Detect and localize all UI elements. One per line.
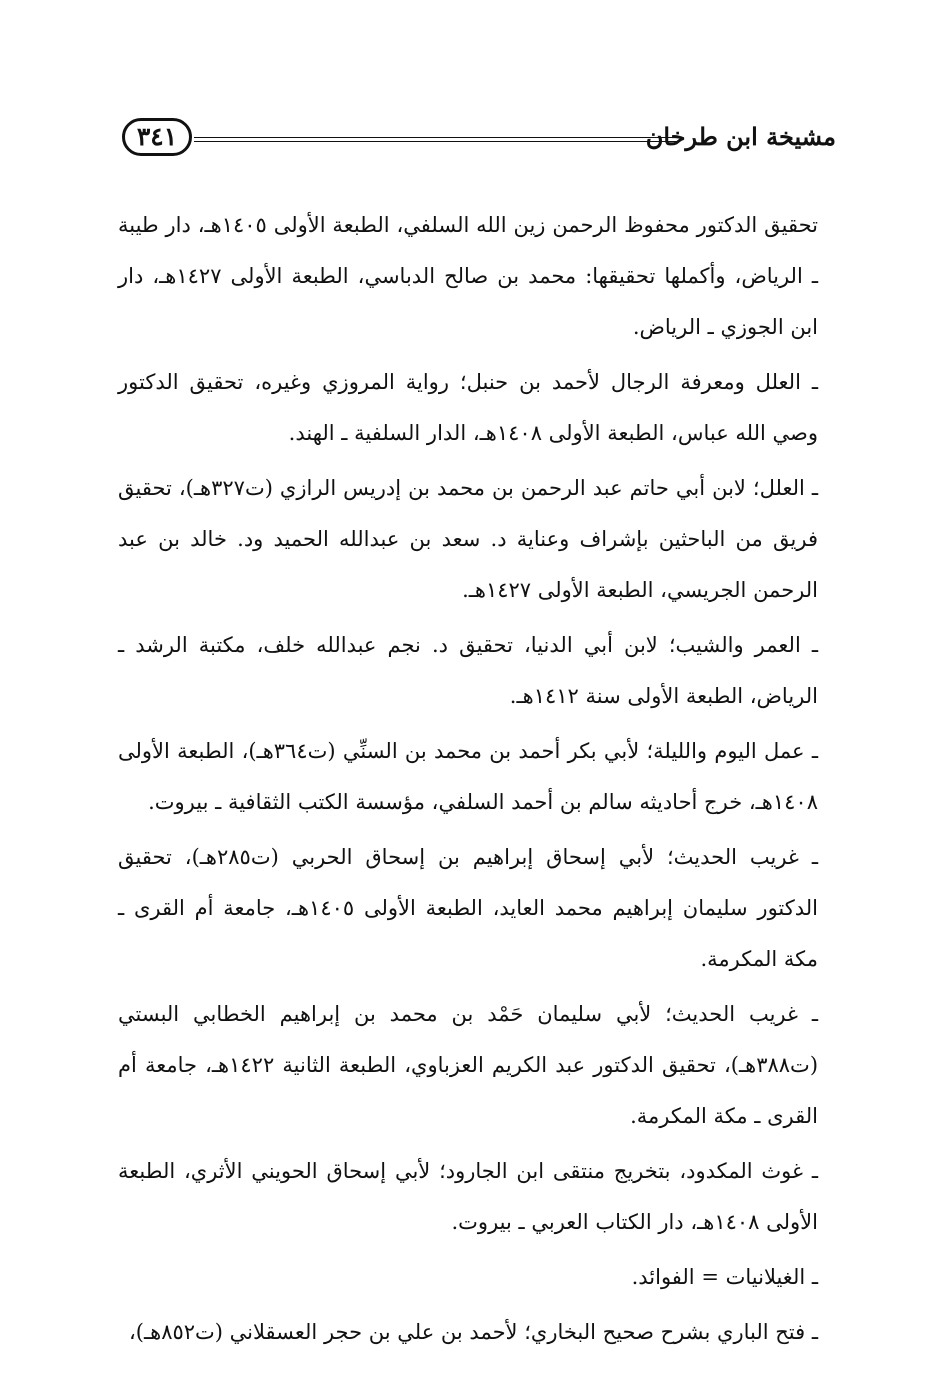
header-rule <box>194 137 678 142</box>
bibliography-entry: ـ فتح الباري بشرح صحيح البخاري؛ لأحمد بن علي بن حجر العسقلاني (ت٨٥٢هـ)، <box>128 1320 818 1344</box>
bibliography-entry: ـ عمل اليوم والليلة؛ لأبي بكر أحمد بن محمد بن السنِّي (ت٣٦٤هـ)، الطبعة الأولى ١٤٠٨هـ، خرج أحاديثه سالم بن أحمد السلفي، مؤسسة الكتب الثقافية ـ بيروت. <box>118 739 818 814</box>
bibliography-entry: ـ غوث المكدود، بتخريج منتقى ابن الجارود؛ لأبي إسحاق الحويني الأثري، الطبعة الأولى ١٤٠٨هـ، دار الكتاب العربي ـ بيروت. <box>118 1159 818 1234</box>
bibliography-entry: ـ غريب الحديث؛ لأبي سليمان حَمْد بن محمد بن إبراهيم الخطابي البستي (ت٣٨٨هـ)، تحقيق الدكتور عبد الكريم العزباوي، الطبعة الثانية ١٤٢٢هـ، جامعة أم القرى ـ مكة المكرمة. <box>118 1002 819 1128</box>
bibliography-entry: ـ العمر والشيب؛ لابن أبي الدنيا، تحقيق د. نجم عبدالله خلف، مكتبة الرشد ـ الرياض، الطبعة الأولى سنة ١٤١٢هـ. <box>118 633 818 708</box>
page-header <box>118 112 836 164</box>
page-number-badge: ٣٤١ <box>122 118 192 156</box>
bibliography-entry: ـ العلل ومعرفة الرجال لأحمد بن حنبل؛ رواية المروزي وغيره، تحقيق الدكتور وصي الله عباس، الطبعة الأولى ١٤٠٨هـ، الدار السلفية ـ الهند. <box>118 370 818 445</box>
bibliography-entry: ـ غريب الحديث؛ لأبي إسحاق إبراهيم بن إسحاق الحربي (ت٢٨٥هـ)، تحقيق الدكتور سليمان إبراهيم محمد العايد، الطبعة الأولى ١٤٠٥هـ، جامعة أم القرى ـ مكة المكرمة. <box>118 845 819 971</box>
bibliography-entry: ـ العلل؛ لابن أبي حاتم عبد الرحمن بن محمد بن إدريس الرازي (ت٣٢٧هـ)، تحقيق فريق من الباحثين بإشراف وعناية د. سعد بن عبدالله الحميد ود. خالد بن عبد الرحمن الجريسي، الطبعة الأولى ١٤٢٧هـ. <box>118 476 818 602</box>
bibliography-list <box>118 200 818 1362</box>
running-title: مشيخة ابن طرخان <box>645 122 836 151</box>
bibliography-entry: تحقيق الدكتور محفوظ الرحمن زين الله السلفي، الطبعة الأولى ١٤٠٥هـ، دار طيبة ـ الرياض، وأكملها تحقيقها: محمد بن صالح الدباسي، الطبعة الأولى ١٤٢٧هـ، دار ابن الجوزي ـ الرياض. <box>118 213 818 339</box>
bibliography-entry: ـ الغيلانيات = الفوائد. <box>631 1265 818 1289</box>
